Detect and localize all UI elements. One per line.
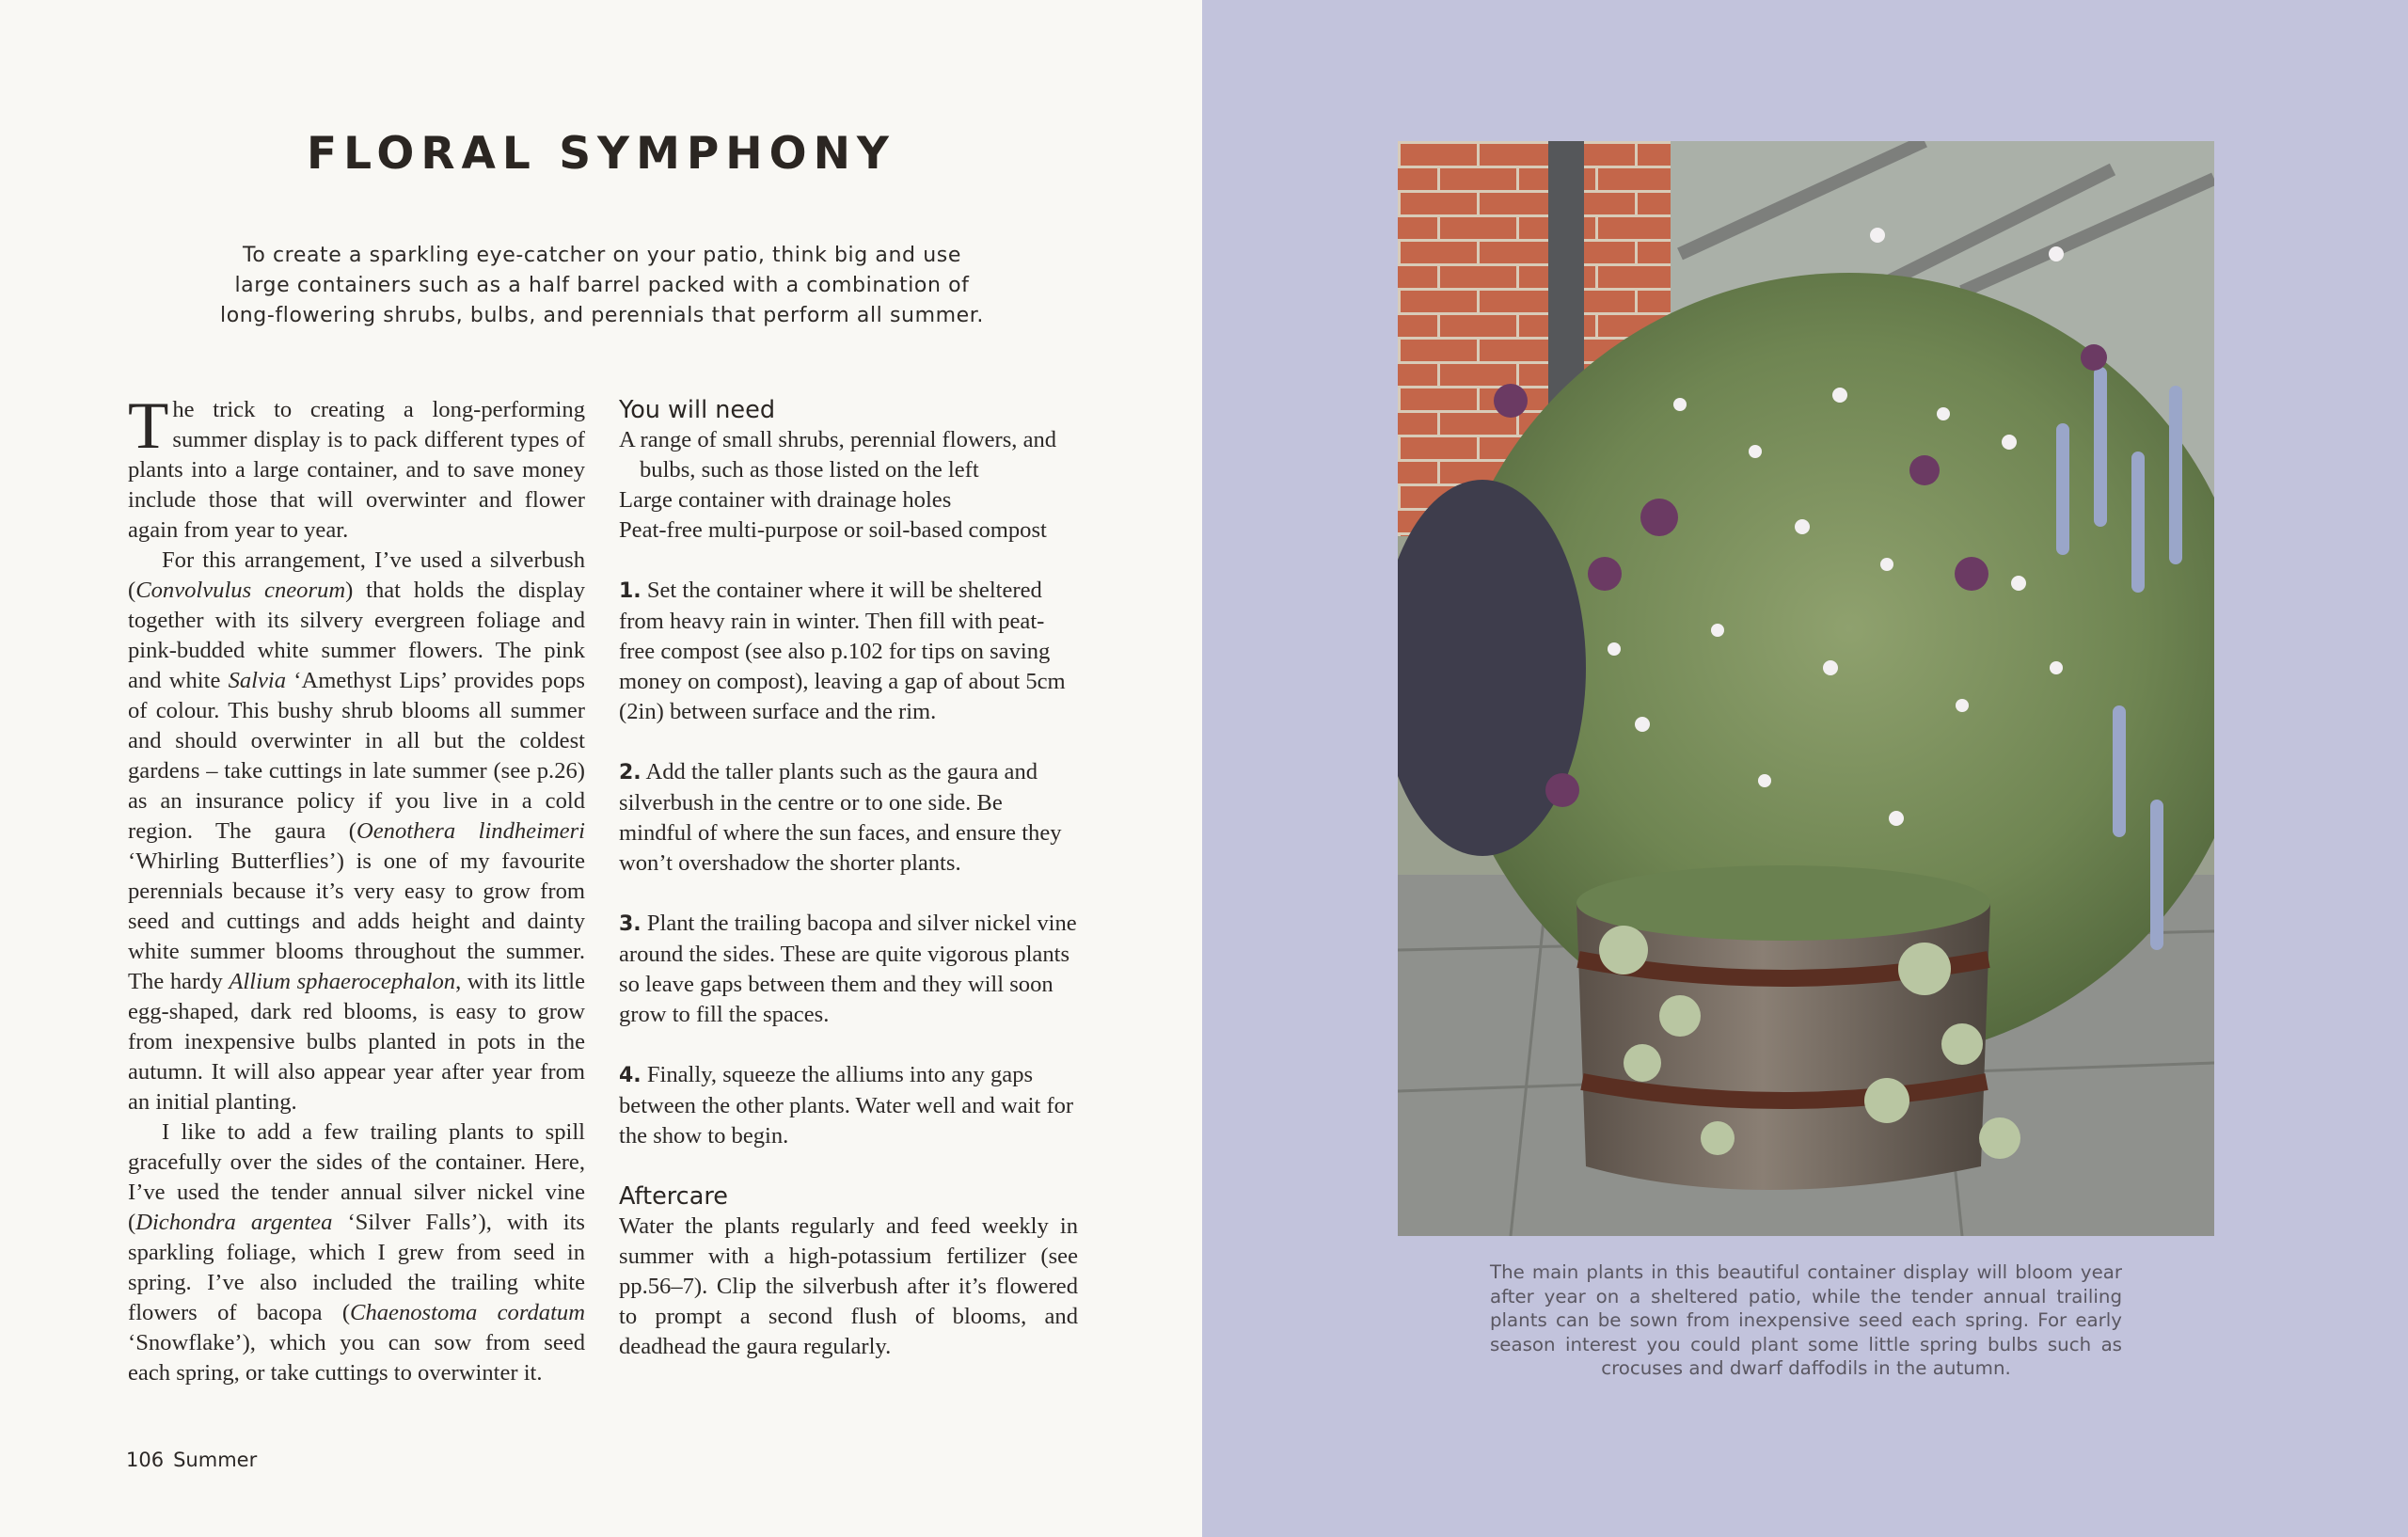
drop-cap: T <box>128 389 169 463</box>
step-number: 2. <box>619 761 642 784</box>
plant-container-photo <box>1398 141 2214 1236</box>
plant-latin-name: Oenothera lindheimeri <box>356 818 585 844</box>
body-column <box>128 389 586 1388</box>
photo-caption: The main plants in this beautiful container display will bloom year after year on a sheltered patio, while the tender annual trailing plants can be sown from inexpensive seed each spring. For early season interest you could plant some little spring bulbs such as crocuses and dwarf daffodils in the autumn. <box>1490 1261 2122 1380</box>
left-page <box>0 0 1202 1537</box>
you-will-need-heading: You will need <box>619 396 775 424</box>
step-text: Add the taller plants such as the gaura and silverbush in the centre or to one side. Be mindful of where the sun faces, and ensure they won’t overshadow the shorter plants. <box>619 759 1062 876</box>
body-paragraph-2 <box>128 546 585 1117</box>
intro-line: large containers such as a half barrel packed with a combination of <box>234 274 970 297</box>
body-text: I like to add a few trailing plants to spill gracefully over the sides of the container. Here, I’ve used the tender annual silver nickel vine ( <box>128 1119 585 1235</box>
aftercare-text: Water the plants regularly and feed weekly in summer with a high-potassium fertilizer (see pp.56–7). Clip the silverbush after it’s flowered to prompt a second flush of blooms, and deadhead the gaura regularly. <box>619 1213 1078 1359</box>
need-item: Peat-free multi-purpose or soil-based compost <box>619 517 1047 543</box>
body-text: , with its little egg-shaped, dark red blooms, is easy to grow from inexpensive bulbs planted in pots in the autumn. It will also appear year after year from an initial planting. <box>128 969 586 1115</box>
step-3 <box>619 909 1078 1030</box>
body-text: For this arrangement, I’ve used a silverbush ( <box>128 547 585 603</box>
page-footer <box>126 1449 257 1471</box>
plant-latin-name: Salvia <box>228 668 287 693</box>
step-number: 4. <box>619 1064 642 1087</box>
plant-latin-name: Convolvulus cneorum <box>135 578 346 603</box>
body-text: he trick to creating a long-performing summer display is to pack different types of plants into a large container, and to save money include those that will overwinter and flower again from year to year. <box>128 397 585 543</box>
step-text: Plant the trailing bacopa and silver nickel vine around the sides. These are quite vigorous plants so leave gaps between them and they will soon grow to fill the spaces. <box>619 911 1077 1027</box>
need-item: Large container with drainage holes <box>619 487 952 513</box>
body-text: ‘Snowflake’), which you can sow from seed each spring, or take cuttings to overwinter it. <box>128 1330 585 1386</box>
body-paragraph-1 <box>128 389 585 546</box>
step-text: Set the container where it will be sheltered from heavy rain in winter. Then fill with peat-free compost (see also p.102 for tips on saving money on compost), leaving a gap of about 5cm (2in) between surface and the rim. <box>619 578 1066 724</box>
instructions-column <box>619 395 1078 1362</box>
body-paragraph-3 <box>128 1117 585 1388</box>
intro-text <box>193 241 1011 331</box>
intro-line: long-flowering shrubs, bulbs, and perennials that perform all summer. <box>219 304 984 327</box>
body-text: ‘Whirling Butterflies’) is one of my favourite perennials because it’s very easy to grow from seed and cuttings and adds height and dainty white summer blooms throughout the summer. The hardy <box>128 848 585 994</box>
need-item: A range of small shrubs, perennial flowers, and bulbs, such as those listed on the left <box>619 427 1057 483</box>
step-number: 3. <box>619 912 642 936</box>
step-number: 1. <box>619 579 642 603</box>
step-text: Finally, squeeze the alliums into any gaps between the other plants. Water well and wait for the show to begin. <box>619 1062 1074 1149</box>
page-number: 106 <box>126 1449 165 1471</box>
page-title: FLORAL SYMPHONY <box>307 128 895 180</box>
photo-illustration <box>1398 141 2214 1236</box>
intro-line: To create a sparkling eye-catcher on your patio, think big and use <box>243 244 961 267</box>
body-text: ‘Amethyst Lips’ provides pops of colour. This bushy shrub blooms all summer and should overwinter in all but the coldest gardens – take cuttings in late summer (see p.26) as an insurance policy if you live in a cold region. The gaura ( <box>128 668 585 844</box>
plant-latin-name: Chaenostoma cordatum <box>350 1300 585 1325</box>
step-1 <box>619 576 1078 727</box>
plant-latin-name: Allium sphaerocephalon <box>229 969 456 994</box>
body-text: ) that holds the display together with its silvery evergreen foliage and pink-budded white summer flowers. The pink and white <box>128 578 585 693</box>
step-4 <box>619 1060 1078 1151</box>
body-text: ‘Silver Falls’), with its sparkling foliage, which I grew from seed in spring. I’ve also included the trailing white flowers of bacopa ( <box>128 1210 585 1325</box>
plant-latin-name: Dichondra argentea <box>135 1210 333 1235</box>
aftercare-heading: Aftercare <box>619 1182 728 1211</box>
section-name: Summer <box>173 1449 258 1471</box>
step-2 <box>619 757 1078 879</box>
